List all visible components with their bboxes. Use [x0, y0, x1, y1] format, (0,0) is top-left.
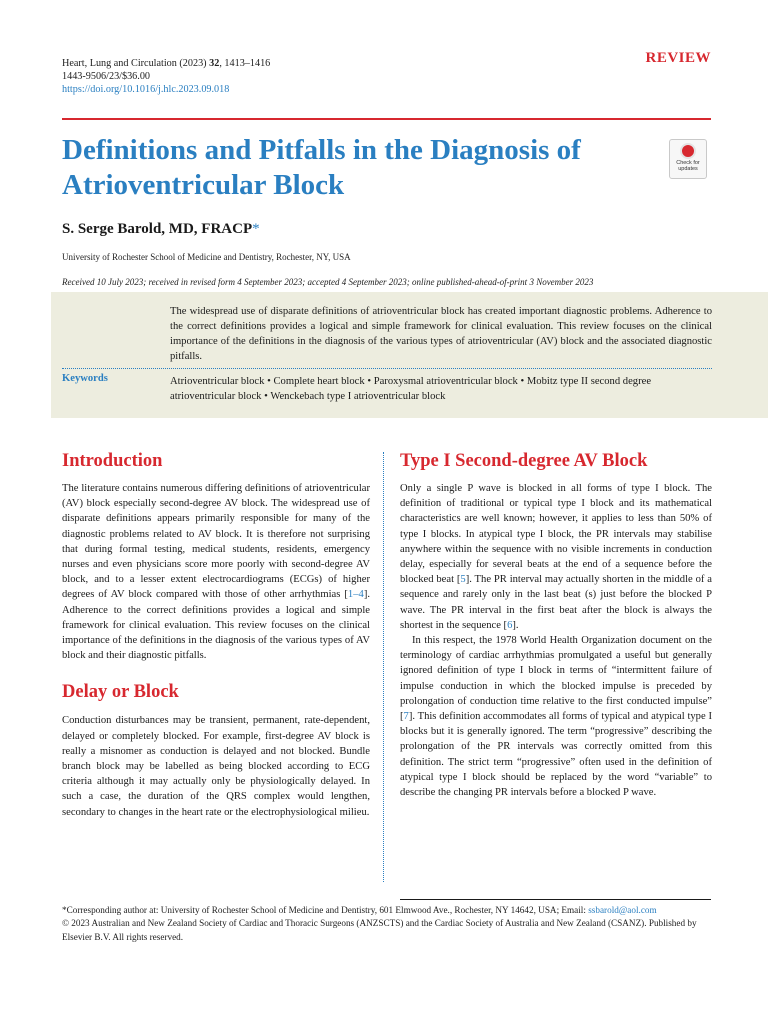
article-type-label: REVIEW — [645, 50, 711, 66]
journal-name: Heart, Lung and Circulation (2023) — [62, 58, 210, 69]
affiliation: University of Rochester School of Medicine and Dentistry, Rochester, NY, USA — [62, 252, 351, 262]
keyword: Paroxysmal atrioventricular block — [373, 376, 518, 387]
right-column — [400, 450, 712, 800]
keywords-label: Keywords — [62, 373, 108, 384]
copyright-notice: © 2023 Australian and New Zealand Society of Cardiac and Thoracic Surgeons (ANZSCTS) and the Cardiac Society of Australia and New Zealand (CSANZ). Published by Elsevier B.V. All rights reserved. — [62, 918, 697, 942]
keyword: Wenckebach type I atrioventricular block — [270, 391, 446, 402]
footnote — [62, 904, 712, 944]
keyword-separator: • — [520, 376, 525, 387]
keyword-separator: • — [264, 391, 268, 402]
section-heading-introduction: Introduction — [62, 451, 163, 471]
type-i-text: ]. This definition accommodates all forms of typical and atypical type I blocks but it is generally ignored. The term “progressive” describing the prolongation of the PR intervals was correctly omitted from this definition. The strict term “progressive” often used in the definition of atypical type I block should be replaced by the word “variable” to describe the changing PR intervals before a blocked P wave. — [400, 711, 712, 799]
header-divider — [62, 118, 711, 120]
section-heading-delay-or-block: Delay or Block — [62, 682, 179, 703]
journal-volume: 32 — [209, 58, 220, 69]
introduction-text: ]. Adherence to the correct definitions provides a logical and simple framework for clinical evaluation. This review focuses on the clinical importance of the definitions in the diagnosis of the various types of AV block and their diagnostic pitfalls. — [62, 589, 370, 662]
corresponding-author-text: *Corresponding author at: University of Rochester School of Medicine and Dentistry, 601 Elmwood Ave., Rochester, NY 14642, USA; Email: — [62, 905, 589, 915]
type-i-text: Only a single P wave is blocked in all forms of type I block. The definition of traditional or typical type I block and its mathematical characteristics are well known; however, it applies to less than 50% of type I blocks. In atypical type I block, the PR intervals may stabilise anywhere within the sequence with no visible increments in conduction delay, especially for several beats at the end of a sequence before the blocked beat [ — [400, 483, 712, 586]
footnote-divider — [400, 899, 711, 900]
crossmark-icon — [680, 143, 696, 159]
type-i-text: ]. — [512, 619, 519, 631]
section-heading-type-i: Type I Second-degree AV Block — [400, 451, 648, 471]
keywords-list — [170, 374, 715, 404]
crossmark-text — [676, 160, 700, 172]
corresponding-author-note — [62, 904, 712, 917]
abstract-text: The widespread use of disparate definitions of atrioventricular block has created important diagnostic problems. Adherence to the correct definitions provides a logical and simple framework for clinical evaluation. This review focuses on the clinical importance of the definitions in the diagnosis of the various types of atrioventricular (AV) block and the associated diagnostic pitfalls. — [170, 306, 712, 362]
article-title: Definitions and Pitfalls in the Diagnosis of Atrioventricular Block — [62, 134, 581, 201]
keyword: Complete heart block — [273, 376, 365, 387]
type-i-paragraph-1 — [400, 481, 712, 633]
check-for-updates-badge[interactable] — [669, 139, 707, 179]
citation-link[interactable]: 7 — [403, 711, 409, 723]
left-column — [62, 450, 370, 820]
doi-link[interactable]: https://doi.org/10.1016/j.hlc.2023.09.018 — [62, 84, 230, 95]
keyword: Atrioventricular block — [170, 376, 265, 387]
keyword: Mobitz type II second degree atrioventricular block — [170, 376, 652, 402]
journal-pages: , 1413–1416 — [219, 58, 271, 69]
author-email-link[interactable]: ssbarold@aol.com — [588, 905, 657, 915]
keywords-divider — [62, 368, 712, 369]
crossmark-line1: Check for — [676, 160, 700, 166]
author-line — [62, 221, 260, 238]
journal-citation — [62, 57, 270, 70]
article-dates: Received 10 July 2023; received in revised form 4 September 2023; accepted 4 September 2023; online published-ahead-of-print 3 November 2023 — [62, 277, 594, 287]
introduction-text: The literature contains numerous differing definitions of atrioventricular (AV) block especially second-degree AV block. The widespread use of disparate definitions appears primarily responsible for many of the diagnostic problems related to AV block. It is therefore not surprising that during formal testing, medical students, residents, emergency nurses and even physicians score more poorly with second-degree AV block, and to a lesser extent electrocardiograms (ECGs) of higher degrees of AV block compared with those of other arrhythmias [ — [62, 483, 370, 601]
type-i-paragraph-2 — [400, 633, 712, 800]
citation-link[interactable]: 6 — [507, 619, 513, 631]
corresponding-author-mark[interactable]: * — [252, 221, 260, 237]
crossmark-line2: updates — [678, 166, 698, 172]
introduction-paragraph — [62, 481, 370, 663]
type-i-text: In this respect, the 1978 World Health Organization document on the terminology of cardiac arrhythmias promulgated a useful but generally ignored definition of type I block in terms of “intermittent failure of impulse conduction in which the blocked impulse is preceded by prolongation of conduction time relative to the first conducted impulse” [ — [400, 635, 712, 723]
keyword-separator: • — [267, 376, 271, 387]
delay-or-block-paragraph: Conduction disturbances may be transient, permanent, rate-dependent, delayed or completely blocked. For example, first-degree AV block is really a misnomer as conduction is delayed and not blocked. Bundle branch block may be labelled as being blocked according to ECG criteria although it may actually only be physiologically delayed. In such a case, the duration of the QRS complex would lengthen, secondary to changes in the heart rate or the electrophysiological milieu. — [62, 715, 370, 818]
journal-issn: 1443-9506/23/$36.00 — [62, 71, 151, 82]
author-name: S. Serge Barold, MD, FRACP — [62, 221, 253, 237]
citation-link[interactable]: 1–4 — [347, 589, 364, 601]
column-divider — [383, 452, 384, 882]
type-i-text: ]. The PR interval may actually shorten in the middle of a sequence and rarely only in the last beat (s) just before the blocked P wave. The PR interval in the first beat after the block is always the shortest in the sequence [ — [400, 574, 712, 631]
citation-link[interactable]: 5 — [460, 574, 466, 586]
keyword-separator: • — [367, 376, 372, 387]
journal-header — [62, 57, 270, 96]
